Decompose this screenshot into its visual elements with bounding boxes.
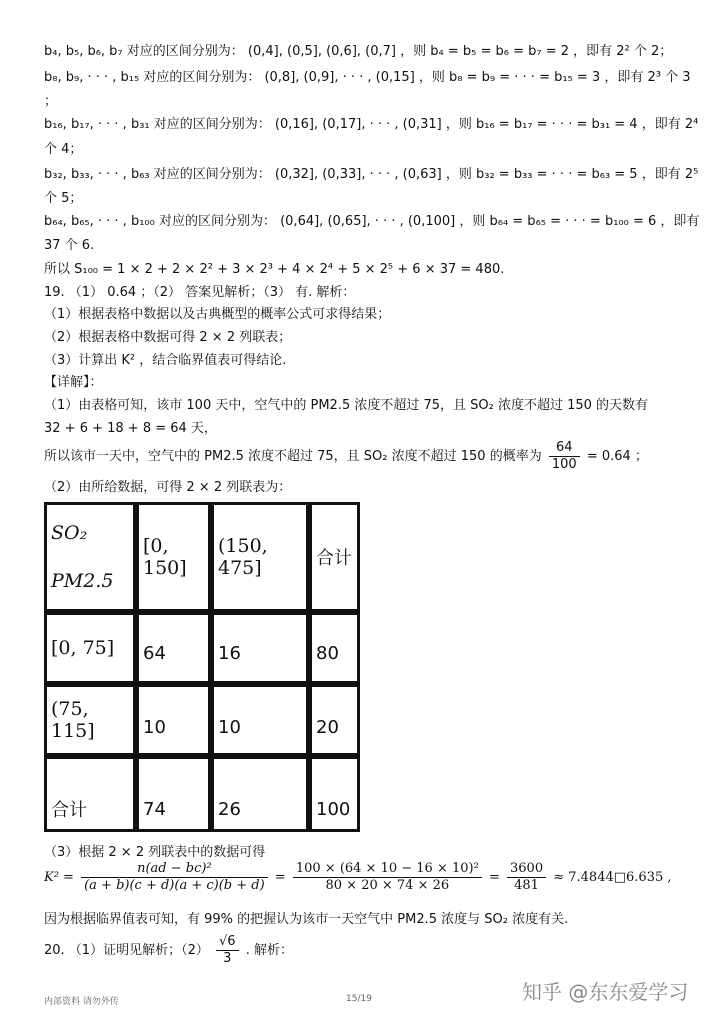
fraction-denominator: 3 [223,951,232,966]
column-header: (150, 475] [211,502,309,612]
corner-top-label: SO₂ [51,522,88,544]
text-line: b₈, b₉, · · · , b₁₅ 对应的区间分别为： (0,8], (0,9], · · · , (0,15] ，则 b₈ = b₉ = · · · = b₁₅ = 3 ，即有 2³ 个 3 [44,70,691,85]
footer-note: 内部资料 请勿外传 [44,997,119,1007]
k2-numeric-fraction [293,861,482,894]
part3-intro: （3）根据 2 × 2 列联表中的数据可得 [44,845,266,860]
text-line: 37 个 6. [44,238,95,253]
fraction-denominator: 100 [551,457,577,472]
k2-simplified-fraction [507,861,546,894]
probability-line [44,440,648,474]
text-line: （1）根据表格中数据以及古典概型的概率公式可求得结果； [44,307,391,322]
fraction-numerator: 64 [549,440,580,457]
probability-text: 所以该市一天中，空气中的 PM2.5 浓度不超过 75，且 SO₂ 浓度不超过 150 的概率为 [44,449,542,464]
page-number: 15/19 [346,994,372,1004]
row-header: (75, 115] [44,684,136,756]
contingency-table [44,502,360,832]
question-20-header [44,932,293,970]
fraction-denominator: 481 [514,878,539,893]
text-line: （1）由表格可知，该市 100 天中，空气中的 PM2.5 浓度不超过 75，且 SO₂ 浓度不超过 150 的天数有 [44,398,649,413]
table-cell: 20 [309,684,360,756]
corner-bottom-label: PM2.5 [51,570,114,592]
fraction-numerator: n(ad − bc)² [81,861,268,878]
q20-tail: . 解析： [245,943,293,958]
table-cell: 80 [309,612,360,684]
k2-lhs: K² = [44,870,74,885]
q20-text: 20. （1）证明见解析；（2） [44,943,209,958]
equals-sign: = [274,870,286,885]
table-cell: 10 [211,684,309,756]
k2-approx-value: ≈ 7.4844□6.635 , [553,870,672,885]
question-19-header: 19. （1） 0.64 ；（2） 答案见解析；（3） 有. 解析： [44,285,356,300]
probability-result: = 0.64 ； [586,449,648,464]
text-line: b₁₆, b₁₇, · · · , b₃₁ 对应的区间分别为： (0,16], (0,17], · · · , (0,31] ，则 b₁₆ = b₁₇ = · · · = b₃₁ = 4 ，即有 2⁴ [44,117,699,132]
table-cell: 10 [136,684,211,756]
column-header: [0, 150] [136,502,211,612]
column-header: 合计 [309,502,360,612]
table-cell: 100 [309,756,360,832]
sum-formula: 所以 S₁₀₀ = 1 × 2 + 2 × 2² + 3 × 2³ + 4 × 2⁴ + 5 × 2⁵ + 6 × 37 = 480. [44,262,505,277]
text-line: （3）计算出 K² ，结合临界值表可得结论. [44,353,287,368]
text-line: b₄, b₅, b₆, b₇ 对应的区间分别为： (0,4], (0,5], (0,6], (0,7] ，则 b₄ = b₅ = b₆ = b₇ = 2 ，即有 2² 个 2； [44,44,673,59]
table-intro: （2）由所给数据，可得 2 × 2 列联表为： [44,480,292,495]
table-cell: 74 [136,756,211,832]
text-line: b₆₄, b₆₅, · · · , b₁₀₀ 对应的区间分别为： (0,64], (0,65], · · · , (0,100] ，则 b₆₄ = b₆₅ = · · · = b₁₀₀ = 6 ，即有 [44,214,700,229]
table-cell: 16 [211,612,309,684]
fraction-denominator: 80 × 20 × 74 × 26 [325,878,450,893]
text-line: 个 4； [44,142,83,157]
conclusion-text: 因为根据临界值表可知，有 99% 的把握认为该市一天空气中 PM2.5 浓度与 SO₂ 浓度有关. [44,912,569,927]
watermark-text: 知乎 @东东爱学习 [522,980,689,1004]
k2-general-fraction [81,861,268,894]
text-line: 32 + 6 + 18 + 8 = 64 天， [44,421,217,436]
text-line: b₃₂, b₃₃, · · · , b₆₃ 对应的区间分别为： (0,32], (0,33], · · · , (0,63] ，则 b₃₂ = b₃₃ = · · · = b₆₃ = 5 ，即有 2⁵ [44,167,699,182]
fraction-numerator: √6 [216,934,239,951]
text-line: 个 5； [44,191,83,206]
text-line: （2）根据表格中数据可得 2 × 2 列联表； [44,330,292,345]
row-header: 合计 [44,756,136,832]
detail-heading: 【详解】： [44,375,103,390]
k-squared-formula [44,860,672,896]
equals-sign: = [488,870,500,885]
probability-fraction [549,440,580,473]
q20-fraction [216,934,239,967]
fraction-denominator: (a + b)(c + d)(a + c)(b + d) [84,878,265,893]
row-header: [0, 75] [44,612,136,684]
table-cell: 26 [211,756,309,832]
table-cell: 64 [136,612,211,684]
table-corner-cell [44,502,136,612]
fraction-numerator: 3600 [507,861,546,878]
text-line: ； [44,94,58,109]
fraction-numerator: 100 × (64 × 10 − 16 × 10)² [293,861,482,878]
